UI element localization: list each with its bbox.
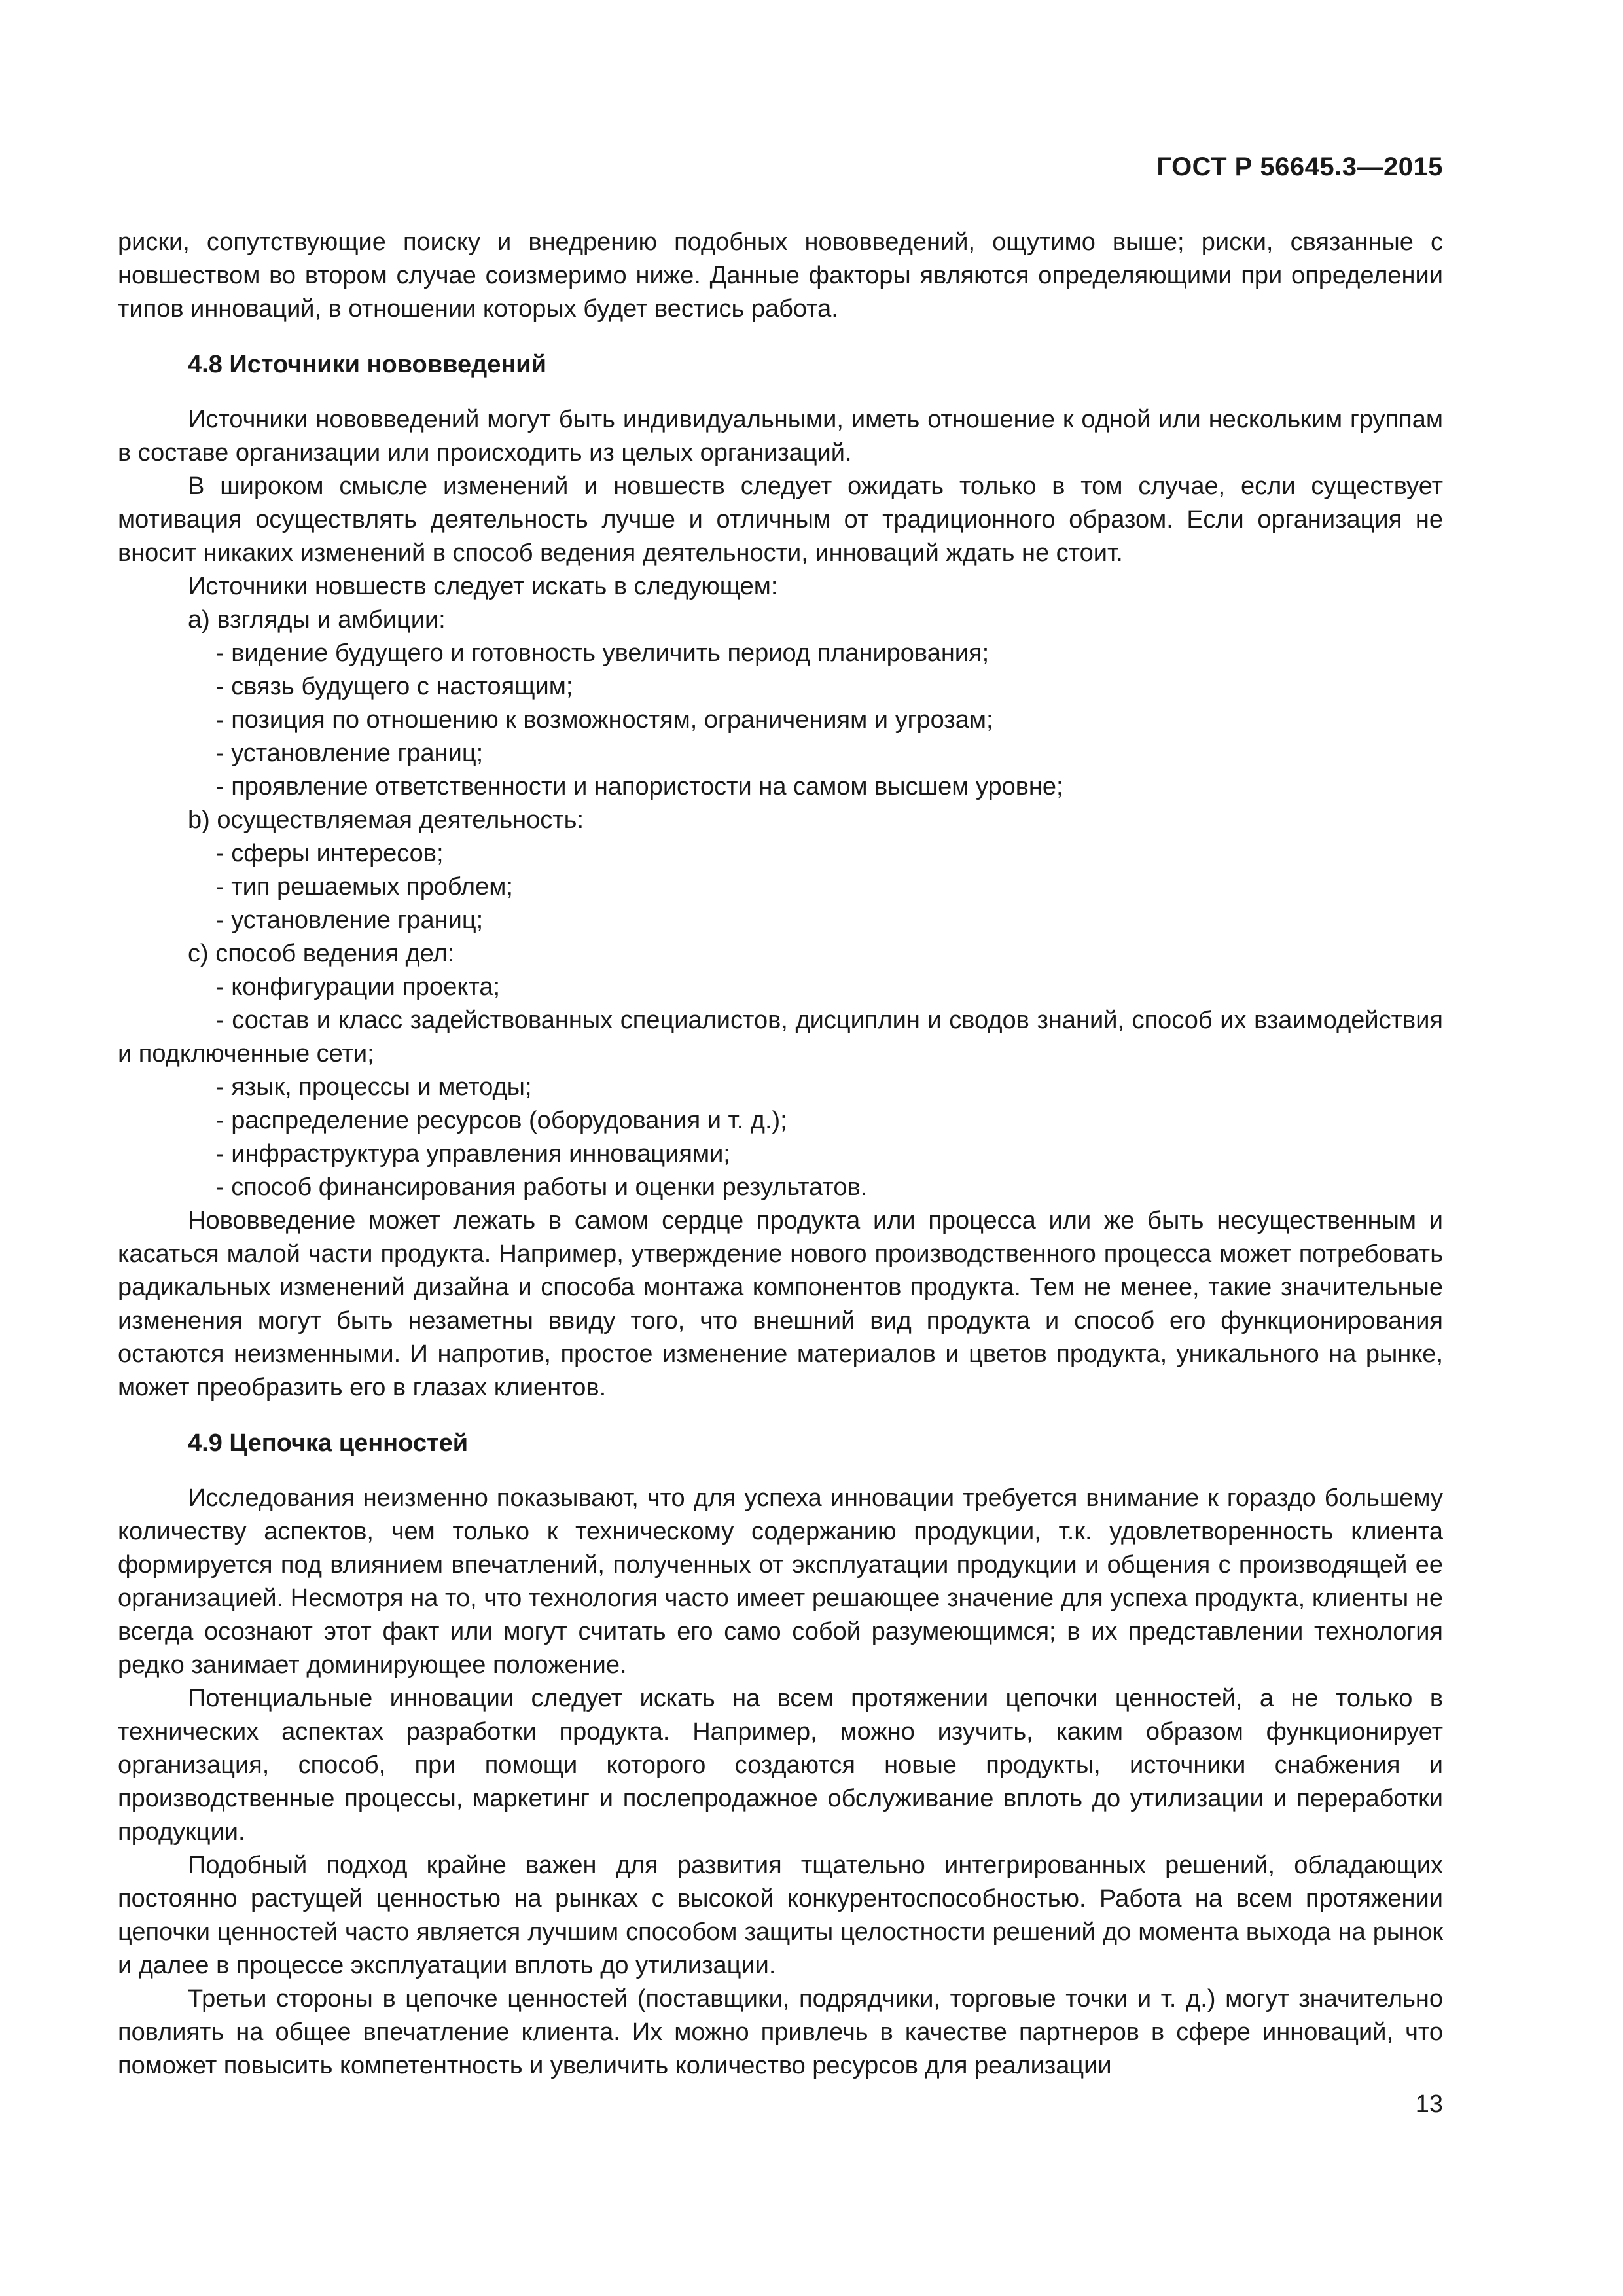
paragraph: Третьи стороны в цепочке ценностей (поставщики, подрядчики, торговые точки и т. д.) могут значительно повлиять на общее впечатление клиента. Их можно привлечь в качестве партнеров в сфере инноваций, что поможет повысить компетентность и увеличить количество ресурсов для реализации bbox=[118, 1985, 1443, 2079]
list-item: - позиция по отношению к возможностям, ограничениям и угрозам; bbox=[216, 706, 993, 734]
list-item: - инфраструктура управления инновациями; bbox=[216, 1140, 730, 1168]
list-item: - видение будущего и готовность увеличить период планирования; bbox=[216, 639, 990, 667]
list-item: - тип решаемых проблем; bbox=[216, 873, 513, 901]
paragraph: Подобный подход крайне важен для развития тщательно интегрированных решений, обладающих постоянно растущей ценностью на рынках с высокой конкурентоспособностью. Работа на всем протяжении цепочки ценностей часто является лучшим способом защиты целостности решений до момента выхода на рынок и далее в процессе эксплуатации вплоть до утилизации. bbox=[118, 1852, 1443, 1979]
paragraph: Источники новшеств следует искать в следующем: bbox=[188, 573, 778, 600]
page-number: 13 bbox=[1415, 2090, 1443, 2118]
document-page bbox=[118, 0, 1443, 2296]
list-item: - установление границ; bbox=[216, 906, 484, 934]
list-item: - связь будущего с настоящим; bbox=[216, 673, 573, 700]
list-title: c) способ ведения дел: bbox=[188, 940, 455, 967]
section-heading: 4.8 Источники нововведений bbox=[188, 351, 547, 378]
list-item: - способ финансирования работы и оценки результатов. bbox=[216, 1174, 868, 1201]
section-heading: 4.9 Цепочка ценностей bbox=[188, 1429, 469, 1457]
paragraph: Нововведение может лежать в самом сердце продукта или процесса или же быть несущественным и касаться малой части продукта. Например, утверждение нового производственного процесса может потребовать радикальных изменений дизайна и способа монтажа компонентов продукта. Тем не менее, такие значительные изменения могут быть незаметны ввиду того, что внешний вид продукта и способ его функционирования остаются неизменными. И напротив, простое изменение материалов и цветов продукта, уникального на рынке, может преобразить его в глазах клиентов. bbox=[118, 1207, 1443, 1401]
list-item: - проявление ответственности и напористости на самом высшем уровне; bbox=[216, 773, 1063, 800]
document-body bbox=[118, 226, 1443, 2083]
paragraph: Потенциальные инновации следует искать на всем протяжении цепочки ценностей, а не только в технических аспектах разработки продукта. Например, можно изучить, каким образом функционирует организация, способ, при помощи которого создаются новые продукты, источники снабжения и производственные процессы, маркетинг и послепродажное обслуживание вплоть до утилизации и переработки продукции. bbox=[118, 1685, 1443, 1846]
list-title: b) осуществляемая деятельность: bbox=[188, 806, 584, 834]
paragraph: В широком смысле изменений и новшеств следует ожидать только в том случае, если существует мотивация осуществлять деятельность лучше и отличным от традиционного образом. Если организация не вносит никаких изменений в способ ведения деятельности, инноваций ждать не стоит. bbox=[118, 473, 1443, 567]
list-item: - сферы интересов; bbox=[216, 840, 444, 867]
list-title: a) взгляды и амбиции: bbox=[188, 606, 446, 634]
paragraph: риски, сопутствующие поиску и внедрению подобных нововведений, ощутимо выше; риски, связанные с новшеством во втором случае соизмеримо ниже. Данные факторы являются определяющими при определении типов инноваций, в отношении которых будет вестись работа. bbox=[118, 228, 1443, 323]
paragraph: Источники нововведений могут быть индивидуальными, иметь отношение к одной или нескольким группам в составе организации или происходить из целых организаций. bbox=[118, 406, 1443, 467]
paragraph: Исследования неизменно показывают, что для успеха инновации требуется внимание к гораздо большему количеству аспектов, чем только к техническому содержанию продукции, т.к. удовлетворенность клиента формируется под влиянием впечатлений, полученных от эксплуатации продукции и общения с производящей ее организацией. Несмотря на то, что технология часто имеет решающее значение для успеха продукта, клиенты не всегда осознают этот факт или могут считать его само собой разумеющимся; в их представлении технология редко занимает доминирующее положение. bbox=[118, 1484, 1443, 1679]
list-item: - состав и класс задействованных специалистов, дисциплин и сводов знаний, способ их взаимодействия и подключенные сети; bbox=[118, 1007, 1443, 1067]
list-item: - установление границ; bbox=[216, 740, 484, 767]
list-item: - язык, процессы и методы; bbox=[216, 1073, 532, 1101]
document-header: ГОСТ Р 56645.3—2015 bbox=[1156, 152, 1443, 181]
list-item: - конфигурации проекта; bbox=[216, 973, 501, 1001]
list-item: - распределение ресурсов (оборудования и т. д.); bbox=[216, 1107, 787, 1134]
